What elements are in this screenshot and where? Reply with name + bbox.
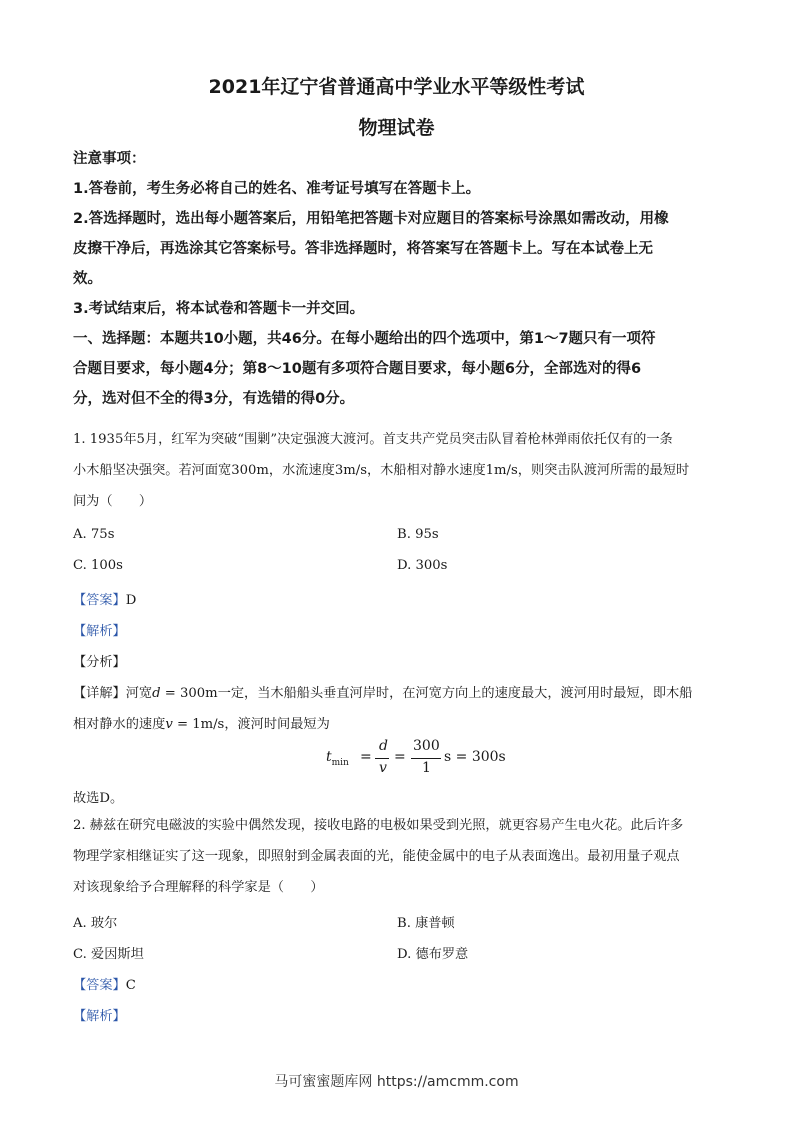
question-1-option-c: C. 100s bbox=[73, 558, 123, 573]
question-2-option-b: B. 康普顿 bbox=[397, 916, 455, 931]
question-2 bbox=[73, 810, 723, 903]
question-1-line-3: 间为（ ） bbox=[73, 494, 153, 509]
equation-shortest-time bbox=[320, 738, 506, 780]
notice-heading: 注意事项： bbox=[73, 151, 146, 167]
eq-numerator-d: d bbox=[379, 738, 388, 754]
question-1-option-b: B. 95s bbox=[397, 527, 439, 542]
question-1 bbox=[73, 424, 723, 517]
eq-equals-2: = bbox=[394, 749, 406, 765]
notice-item-2-line-1: 2.答选择题时，选出每小题答案后，用铅笔把答题卡对应题目的答案标号涂黑如需改动，用橡 bbox=[73, 211, 669, 227]
notice-item-2-line-2: 皮擦干净后，再选涂其它答案标号。答非选择题时，将答案写在答题卡上。写在本试卷上无 bbox=[73, 241, 653, 257]
exam-subtitle: 物理试卷 bbox=[358, 117, 435, 139]
eq-equals-1: = bbox=[360, 749, 372, 765]
question-2-option-c: C. 爱因斯坦 bbox=[73, 947, 144, 962]
eq-subscript-min: min bbox=[331, 758, 349, 768]
eq-result: s = 300s bbox=[444, 749, 506, 765]
section-1-line-3: 分，选对但不全的得3分，有选错的得0分。 bbox=[73, 391, 355, 407]
eq-fraction-bar-2 bbox=[411, 758, 441, 759]
detail-tag: 【详解】 bbox=[73, 686, 126, 701]
answer-tag: 【答案】 bbox=[73, 593, 126, 608]
var-d: d bbox=[152, 686, 161, 701]
detail-eq: = 1m/s bbox=[172, 717, 225, 732]
var-v: v bbox=[165, 717, 173, 732]
answer-value: C bbox=[125, 978, 136, 993]
detail-text: 相对静水的速度 bbox=[73, 717, 166, 732]
question-2-answer bbox=[73, 974, 136, 993]
question-2-option-d: D. 德布罗意 bbox=[397, 947, 469, 962]
notice-item-1: 1.答卷前，考生务必将自己的姓名、准考证号填写在答题卡上。 bbox=[73, 181, 481, 197]
question-1-option-d: D. 300s bbox=[397, 558, 448, 573]
question-1-detail-line-2 bbox=[73, 713, 330, 732]
section-1-line-1: 一、选择题：本题共10小题，共46分。在每小题给出的四个选项中，第1～7题只有一项符 bbox=[73, 331, 656, 347]
question-1-conclusion: 故选D。 bbox=[73, 791, 124, 806]
question-1-fenxi-tag: 【分析】 bbox=[73, 655, 126, 670]
eq-denominator-1: 1 bbox=[422, 760, 431, 776]
question-2-analysis-tag: 【解析】 bbox=[73, 1009, 126, 1024]
question-2-line-2: 物理学家相继证实了这一现象，即照射到金属表面的光，能使金属中的电子从表面逸出。最初用量子观点 bbox=[73, 849, 680, 864]
question-2-option-a: A. 玻尔 bbox=[73, 916, 118, 931]
question-1-answer bbox=[73, 589, 136, 608]
question-1-detail-line-1 bbox=[73, 682, 692, 701]
question-1-line-2: 小木船坚决强突。若河面宽300m，水流速度3m/s，木船相对静水速度1m/s，则突击队渡河所需的最短时 bbox=[73, 463, 690, 478]
eq-t: t bbox=[326, 749, 332, 765]
detail-text: 一定，当木船船头垂直河岸时，在河宽方向上的速度最大，渡河用时最短，即木船 bbox=[217, 686, 693, 701]
question-2-line-1: 2. 赫兹在研究电磁波的实验中偶然发现，接收电路的电极如果受到光照，就更容易产生电火花。此后许多 bbox=[73, 818, 684, 833]
answer-value: D bbox=[125, 593, 137, 608]
question-2-line-3: 对该现象给予合理解释的科学家是（ ） bbox=[73, 880, 324, 895]
notice-item-2-line-3: 效。 bbox=[73, 271, 102, 287]
answer-tag: 【答案】 bbox=[73, 978, 126, 993]
exam-title: 2021年辽宁省普通高中学业水平等级性考试 bbox=[208, 76, 585, 98]
question-1-line-1: 1. 1935年5月，红军为突破“围剿”决定强渡大渡河。首支共产党员突击队冒着枪林弹雨依托仅有的一条 bbox=[73, 432, 673, 447]
eq-numerator-300: 300 bbox=[413, 738, 440, 754]
question-1-option-a: A. 75s bbox=[73, 527, 115, 542]
question-1-analysis-tag: 【解析】 bbox=[73, 624, 126, 639]
footer-watermark: 马可蜜蜜题库网 https://amcmm.com bbox=[274, 1074, 519, 1090]
eq-fraction-bar-1 bbox=[375, 758, 389, 759]
notice-block bbox=[73, 146, 723, 413]
notice-item-3: 3.考试结束后，将本试卷和答题卡一并交回。 bbox=[73, 301, 365, 317]
detail-eq: = 300m bbox=[160, 686, 218, 701]
eq-denominator-v: v bbox=[379, 760, 387, 776]
detail-text: ，渡河时间最短为 bbox=[224, 717, 330, 732]
section-1-line-2: 合题目要求，每小题4分；第8～10题有多项符合题目要求，每小题6分，全部选对的得6 bbox=[73, 361, 642, 377]
detail-text: 河宽 bbox=[125, 686, 153, 701]
